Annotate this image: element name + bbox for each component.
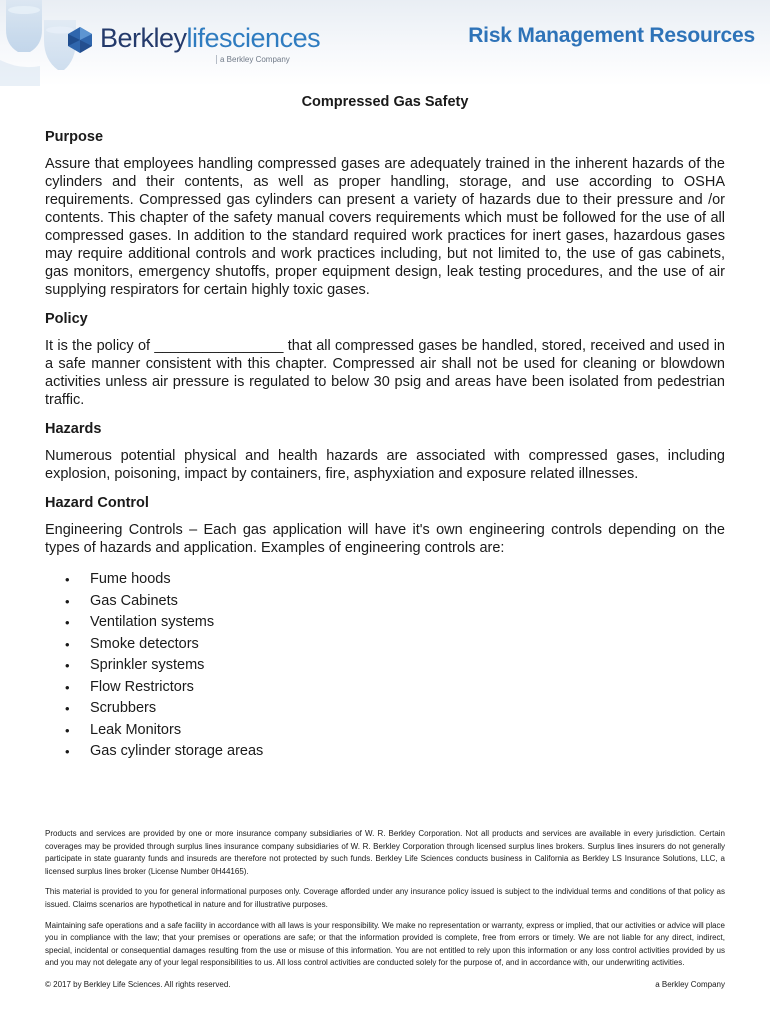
disclaimer-liability: Maintaining safe operations and a safe facility in accordance with all laws is your responsibility. We make no representation or warranty, express or implied, that our activities or advice will place you in compliance with the law; that your premises or operations are safe; or that the information provided is complete, free from errors or timely. We are not liable for any direct, indirect, special, incidental or consequential damages resulting from the use or misuse of this information. You are not entitled to rely upon this information or any loss control activities provided by us and you may not delegate any of your legal responsibilities to us. All loss control activities are conducted solely for the purpose of, and in accordance with, our underwriting activities. (45, 920, 725, 968)
list-item: • Scrubbers (45, 698, 725, 720)
list-item: • Gas cylinder storage areas (45, 741, 725, 763)
document-title: Compressed Gas Safety (301, 94, 469, 110)
banner-title: Risk Management Resources (468, 24, 755, 47)
hazards-heading: Hazards (45, 421, 102, 437)
page-footer (45, 828, 725, 989)
page-header (0, 0, 770, 86)
list-item: • Flow Restrictors (45, 677, 725, 699)
disclaimer-products: Products and services are provided by one or more insurance company subsidiaries of W. R. Berkley Corporation. Not all products and services are available in every jurisdiction. Certain coverages may be provided through surplus lines insurance company subsidiaries of W. R. Berkley Corporation through licensed surplus lines brokers. Surplus lines insurers do not generally participate in state guaranty funds and insureds are therefore not protected by such funds. Berkley Life Sciences conducts business in California as Berkley LS Insurance Solutions, LLC, a licensed surplus lines broker (License Number 0H44165). (45, 829, 725, 876)
hazards-text: Numerous potential physical and health hazards are associated with compressed gases, including explosion, poisoning, impact by containers, fire, asphyxiation and exposure related illnesses. (45, 448, 725, 482)
list-item: • Ventilation systems (45, 612, 725, 634)
hazard-control-text: Engineering Controls – Each gas application will have it's own engineering controls depending on the types of hazards and application. Examples of engineering controls are: (45, 522, 725, 556)
document-body (45, 88, 725, 763)
disclaimer-information: This material is provided to you for general informational purposes only. Coverage afforded under any insurance policy issued is subject to the individual terms and conditions of that policy as issued. Claims scenarios are hypothetical in nature and for illustrative purposes. (45, 887, 725, 909)
list-item: • Smoke detectors (45, 634, 725, 656)
logo-tagline: a Berkley Company (216, 55, 290, 64)
logo-name-lifesciences: lifesciences (186, 23, 321, 53)
logo-name-berkley: Berkley (100, 23, 187, 53)
purpose-text: Assure that employees handling compressed gases are adequately trained in the inherent hazards of the cylinders and their contents, as well as proper handling, storage, and use according to OSHA requirements. Compressed gas cylinders can present a variety of hazards due to their pressure and /or contents. This chapter of the safety manual covers requirements which must be followed for the use of all compressed gases. In addition to the standard required work practices for inert gases, hazardous gases may require additional controls and work practices including, but not limited to, the use of gas cabinets, gas monitors, emergency shutoffs, proper equipment design, leak testing procedures, and the use of air supplying respirators for certain highly toxic gases. (45, 156, 725, 298)
list-item: • Sprinkler systems (45, 655, 725, 677)
policy-heading: Policy (45, 311, 88, 327)
copyright-notice: © 2017 by Berkley Life Sciences. All rights reserved. (45, 979, 231, 989)
purpose-heading: Purpose (45, 129, 104, 145)
hexagon-logo-icon (66, 26, 94, 54)
engineering-controls-list (45, 569, 725, 763)
list-item: • Fume hoods (45, 569, 725, 591)
list-item: • Gas Cabinets (45, 591, 725, 613)
footer-company: a Berkley Company (655, 979, 725, 989)
hazard-control-heading: Hazard Control (45, 495, 149, 511)
list-item: • Leak Monitors (45, 720, 725, 742)
policy-text: It is the policy of ________________ that all compressed gases be handled, stored, received and used in a safe manner consistent with this chapter. Compressed air shall not be used for cleaning or blowdown activities unless air pressure is regulated to below 30 psig and areas have been isolated from pedestrian traffic. (45, 338, 725, 408)
